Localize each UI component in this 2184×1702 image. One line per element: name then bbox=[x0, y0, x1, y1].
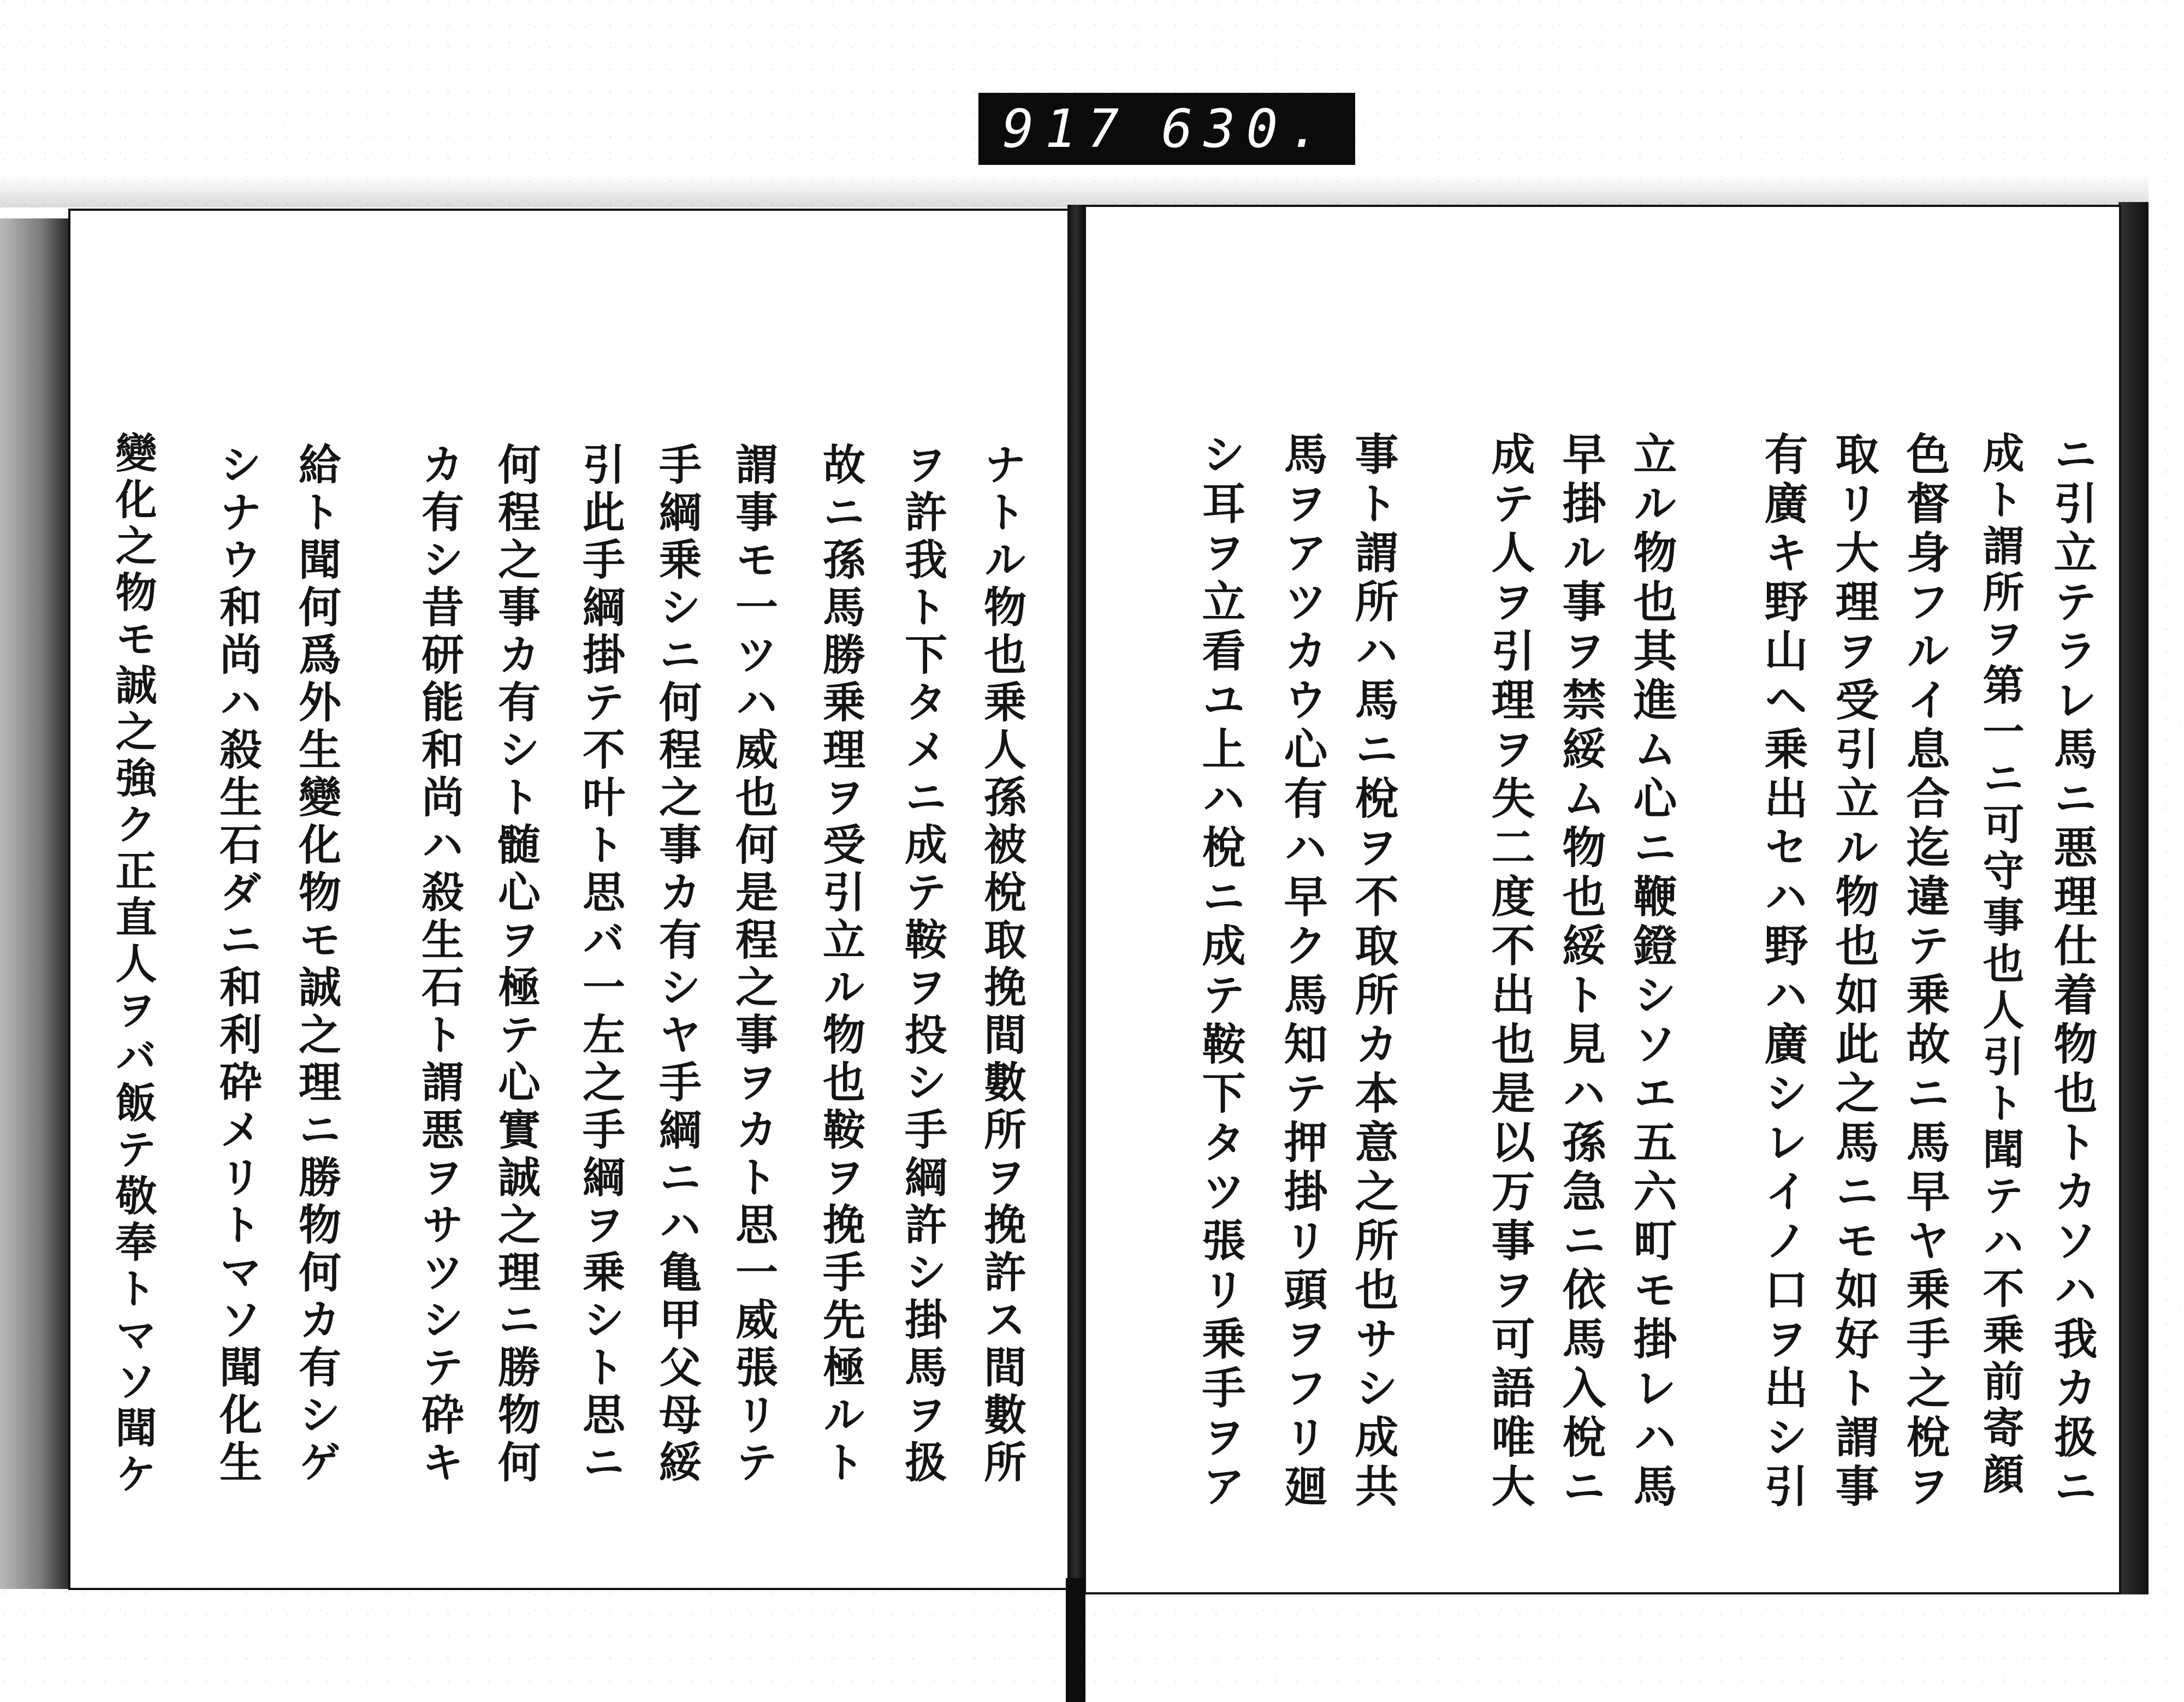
left-page-column-2: ヲ許我ト下タメニ成テ鞍ヲ投シ手綱許シ掛馬ヲ扱 bbox=[898, 442, 947, 1487]
right-page-column-10: 馬ヲアツカウ心有ハ早ク馬知テ押掛リ頭ヲフリ廻 bbox=[1277, 431, 1328, 1513]
left-page-column-6: 引此手綱掛テ不叶ト思バ一左之手綱ヲ乗シト思ニ bbox=[575, 442, 625, 1487]
left-page-column-11: 變化之物モ誠之強ク正直人ヲバ飯テ敬奉トマソ聞ケ bbox=[109, 431, 157, 1499]
right-page-column-5: 有廣キ野山ヘ乗出セハ野ハ廣シレイノ口ヲ出シ引 bbox=[1757, 431, 1808, 1513]
scan-top-shadow bbox=[0, 175, 2149, 207]
right-page-column-1: ニ引立テラレ馬ニ悪理仕着物也トカソハ我カ扱ニ bbox=[2046, 431, 2098, 1513]
left-page-column-9: 給ト聞何爲外生變化物モ誠之理ニ勝物何カ有シゲ bbox=[292, 442, 341, 1487]
right-page-column-8: 成テ人ヲ引理ヲ失二度不出也是以万事ヲ可語唯大 bbox=[1484, 431, 1535, 1513]
left-page-column-3: 故ニ孫馬勝乗理ヲ受引立ル物也鞍ヲ挽手先極ルト bbox=[816, 442, 865, 1487]
right-page-column-4: 取リ大理ヲ受引立ル物也如此之馬ニモ如好ト謂事 bbox=[1828, 431, 1879, 1513]
book-gutter bbox=[1067, 205, 1084, 1702]
left-page-column-5: 手綱乗シニ何程之事カ有シヤ手綱ニハ亀甲父母綏 bbox=[652, 442, 702, 1487]
right-page-column-6: 立ル物也其進ム心ニ鞭鐙シソエ五六町モ掛レハ馬 bbox=[1626, 431, 1677, 1513]
book-left-edge bbox=[0, 218, 74, 1589]
book-gutter-foot bbox=[1066, 1578, 1085, 1702]
right-page-column-3: 色督身フルイ息合迄違テ乗故ニ馬早ヤ乗手之梲ヲ bbox=[1899, 431, 1950, 1513]
right-page-column-11: シ耳ヲ立看ユ上ハ梲ニ成テ鞍下タツ張リ乗手ヲア bbox=[1195, 431, 1246, 1513]
left-page-column-8: カ有シ昔研能和尚ハ殺生石ト謂悪ヲサツシテ砕キ bbox=[414, 442, 464, 1487]
reel-number: 917 bbox=[1002, 98, 1130, 159]
film-frame-label bbox=[978, 93, 1355, 165]
left-page-column-1: ナトル物也乗人孫被梲取挽間數所ヲ挽許ス間數所 bbox=[977, 442, 1026, 1487]
right-page-column-7: 早掛ル事ヲ禁綏ム物也綏ト見ハ孫急ニ依馬入梲ニ bbox=[1555, 431, 1606, 1513]
left-page-column-4: 謂事モ一ツハ威也何是程之事ヲカト思一威張リテ bbox=[728, 442, 778, 1487]
right-page-column-2: 成ト謂所ヲ第一ニ可守事也人引ト聞テハ不乗前寄顔 bbox=[1976, 431, 2025, 1499]
frame-number: 630. bbox=[1161, 98, 1331, 159]
left-page-column-10: シナウ和尚ハ殺生石ダニ和利砕メリトマソ聞化生 bbox=[212, 442, 262, 1487]
left-page-column-7: 何程之事カ有シト髄心ヲ極テ心實誠之理ニ勝物何 bbox=[491, 442, 541, 1487]
right-page-column-9: 事ト謂所ハ馬ニ梲ヲ不取所カ本意之所也サシ成共 bbox=[1348, 431, 1399, 1513]
book-right-edge bbox=[2118, 202, 2149, 1594]
